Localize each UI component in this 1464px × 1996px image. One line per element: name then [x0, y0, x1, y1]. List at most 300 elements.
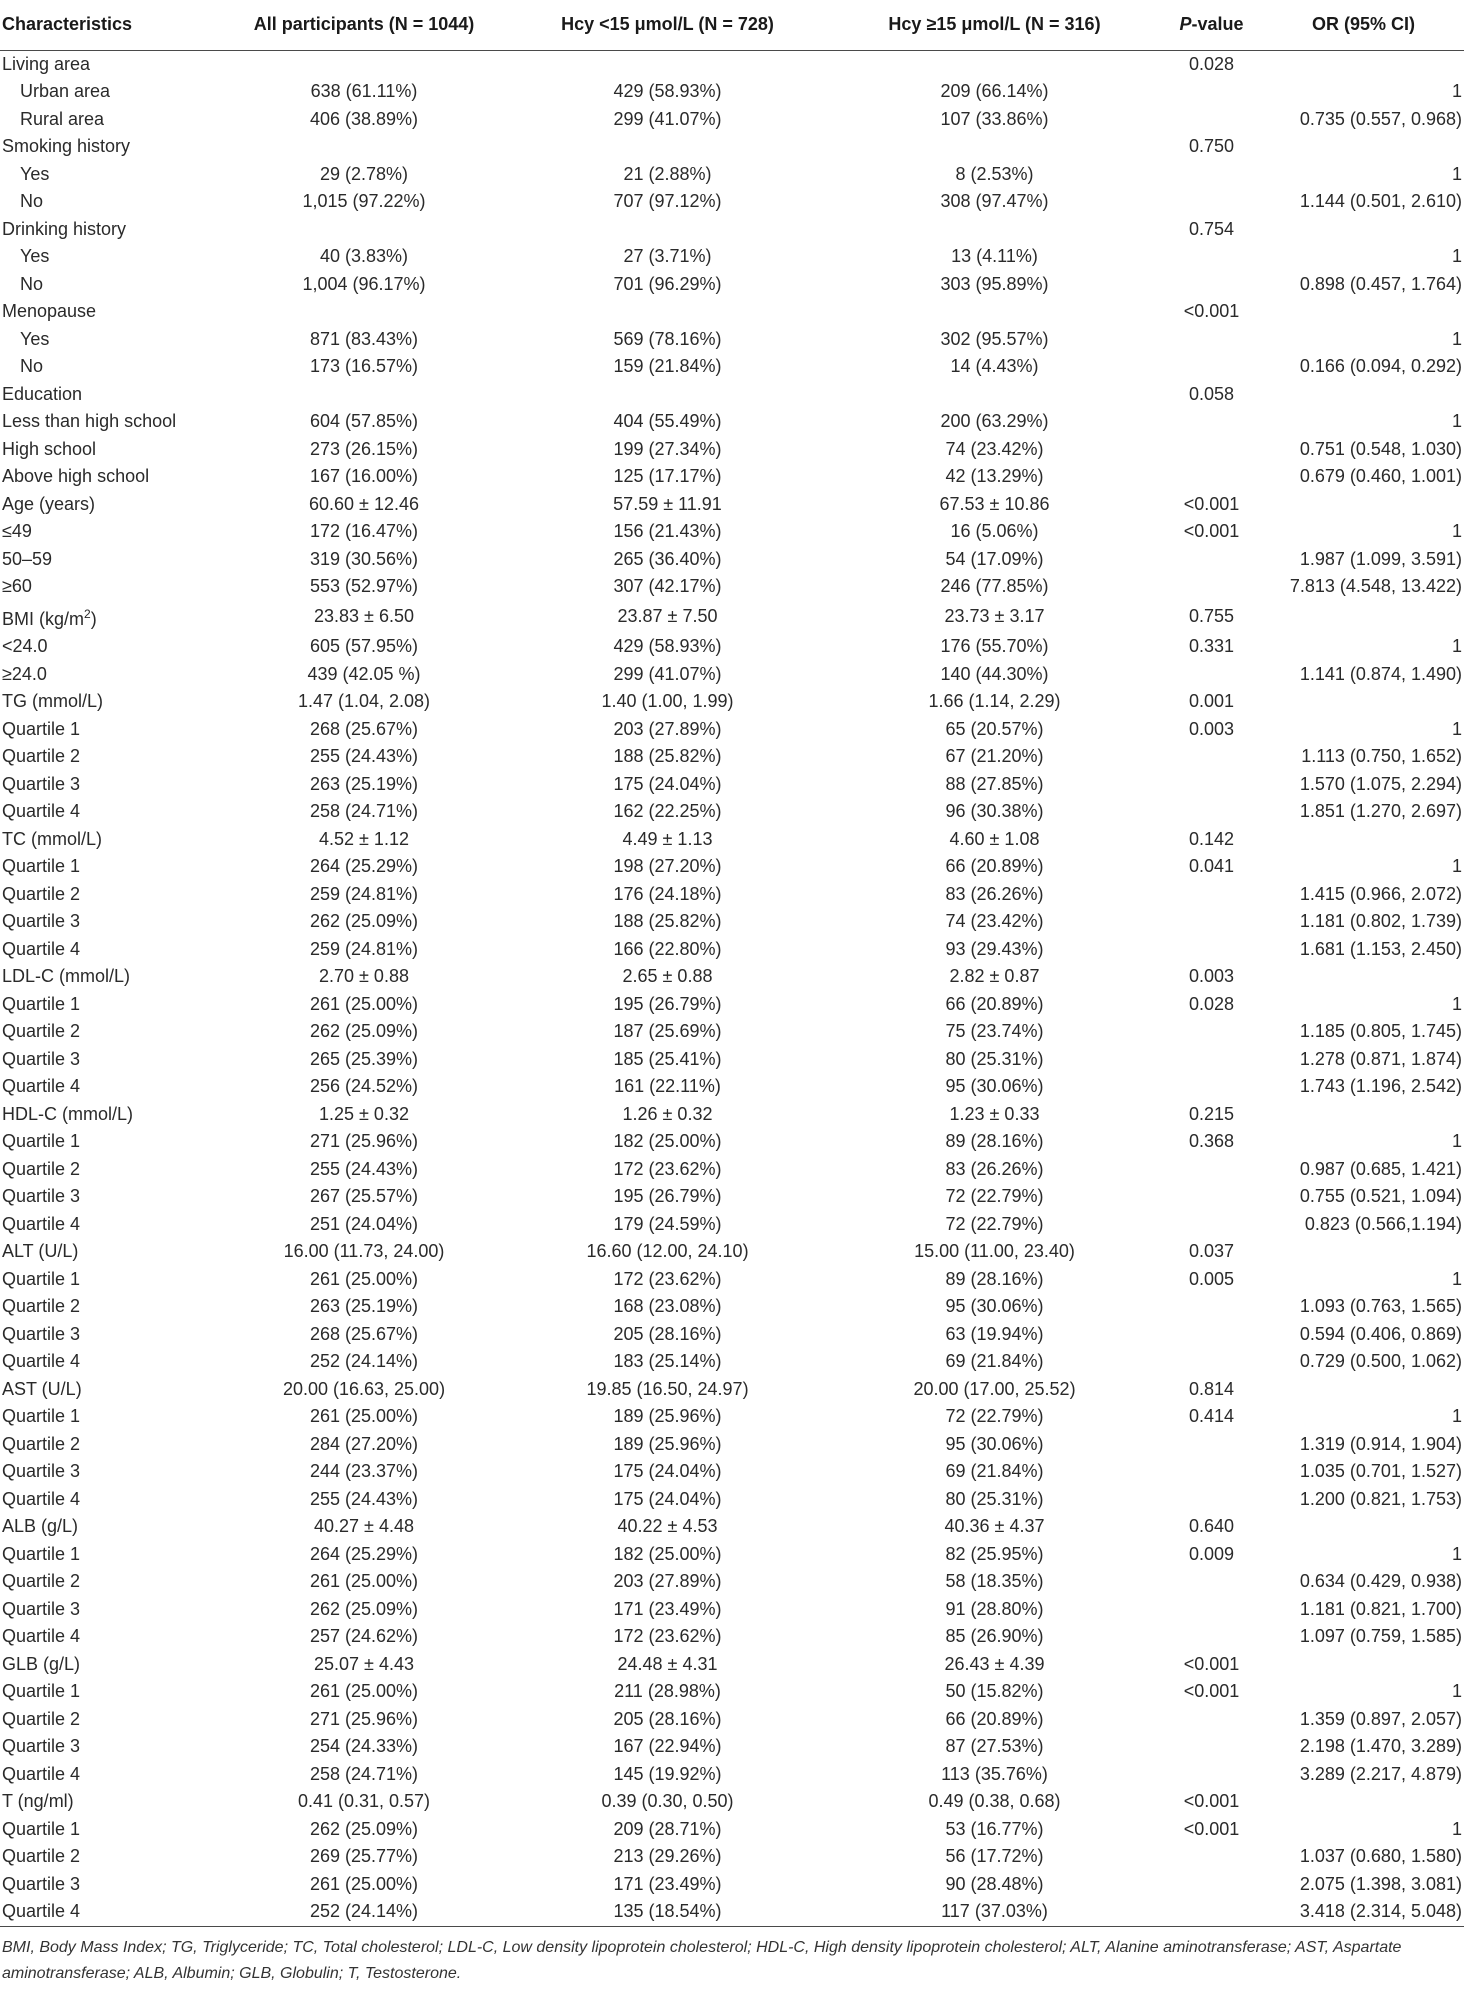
cell-p-value [1158, 1018, 1265, 1046]
cell-characteristic: <24.0 [2, 636, 48, 656]
cell-all-participants: 265 (25.39%) [309, 1048, 419, 1069]
cell-characteristic: Age (years) [2, 493, 96, 514]
cell-odds-ratio: 1 [1451, 328, 1462, 349]
cell-odds-ratio: 1 [1451, 1543, 1462, 1564]
table-row [0, 1871, 1464, 1899]
cell-hcy-at-least-15: 117 (37.03%) [831, 1898, 1158, 1926]
table-row [0, 1018, 1464, 1046]
cell-all-participants: 268 (25.67%) [309, 718, 419, 739]
label-text-end: ) [90, 608, 97, 629]
cell-characteristic: Yes [20, 246, 50, 266]
cell-hcy-below-15 [504, 216, 831, 244]
cell-odds-ratio: 1 [1451, 856, 1462, 876]
table-row [0, 381, 1464, 409]
cell-characteristic: Quartile 4 [2, 1351, 81, 1371]
cell-all-participants: 264 (25.29%) [309, 856, 419, 876]
header-p-italic: P [1179, 14, 1192, 35]
table-row [0, 1596, 1464, 1624]
cell-p-value: <0.001 [1183, 493, 1240, 514]
cell-p-value [1158, 798, 1265, 826]
cell-hcy-below-15: 429 (58.93%) [613, 81, 722, 101]
table-row [0, 1651, 1464, 1679]
table-row [0, 1046, 1464, 1074]
table-row [0, 1238, 1464, 1266]
cell-hcy-below-15: 185 (25.41%) [613, 1048, 722, 1069]
cell-characteristic: Quartile 2 [2, 1021, 81, 1041]
cell-hcy-at-least-15: 88 (27.85%) [945, 773, 1044, 794]
cell-hcy-below-15: 162 (22.25%) [613, 801, 722, 821]
header-hcy-at-least-15: Hcy ≥15 μmol/L (N = 316) [831, 0, 1158, 50]
cell-characteristic: LDL-C (mmol/L) [2, 966, 131, 986]
cell-characteristic: Drinking history [2, 218, 127, 239]
cell-p-value [1158, 78, 1265, 106]
cell-all-participants: 319 (30.56%) [309, 548, 419, 569]
cell-characteristic: GLB (g/L) [2, 1653, 81, 1674]
table-row [0, 243, 1464, 271]
cell-characteristic: Quartile 4 [2, 1213, 81, 1234]
cell-odds-ratio [1265, 1238, 1464, 1266]
cell-characteristic: Quartile 1 [2, 1406, 81, 1426]
cell-p-value: 0.414 [1188, 1406, 1235, 1426]
cell-hcy-at-least-15: 303 (95.89%) [940, 273, 1049, 294]
cell-hcy-at-least-15: 2.82 ± 0.87 [949, 966, 1040, 986]
cell-characteristic: Quartile 3 [2, 1873, 81, 1894]
cell-all-participants: 439 (42.05 %) [307, 663, 421, 684]
cell-hcy-at-least-15: 95 (30.06%) [945, 1296, 1044, 1316]
cell-all-participants: 261 (25.00%) [309, 1406, 419, 1426]
cell-hcy-at-least-15: 66 (20.89%) [945, 993, 1044, 1014]
cell-p-value: 0.754 [1188, 218, 1235, 239]
cell-p-value [1158, 243, 1265, 271]
cell-p-value [1158, 161, 1265, 189]
header-odds-ratio: OR (95% CI) [1265, 0, 1464, 50]
cell-characteristic: Smoking history [2, 136, 131, 156]
cell-hcy-at-least-15: 89 (28.16%) [945, 1131, 1044, 1151]
cell-p-value: 0.037 [1188, 1241, 1235, 1261]
table-row [0, 546, 1464, 574]
cell-odds-ratio: 1 [1451, 163, 1462, 184]
cell-hcy-below-15: 57.59 ± 11.91 [613, 493, 722, 514]
cell-all-participants: 172 (16.47%) [309, 521, 419, 541]
cell-odds-ratio [1265, 826, 1464, 854]
cell-p-value: 0.041 [1188, 856, 1235, 876]
cell-characteristic: Quartile 1 [2, 1268, 81, 1289]
cell-hcy-at-least-15: 83 (26.26%) [945, 883, 1044, 904]
table-row [0, 298, 1464, 326]
cell-p-value: 0.142 [1188, 828, 1235, 849]
cell-hcy-at-least-15: 1.66 (1.14, 2.29) [928, 691, 1061, 711]
table-footnote: BMI, Body Mass Index; TG, Triglyceride; TC, Total cholesterol; LDL-C, Low density lipoprotein cholesterol; HDL-C, High density lipoprotein cholesterol; ALT, Alanine aminotransferase; AST, Aspartate aminotransferase; ALB, Albumin; GLB, Globulin; T, Testosterone. [2, 1938, 1402, 1982]
cell-p-value [1158, 1458, 1265, 1486]
cell-hcy-at-least-15 [831, 298, 1158, 326]
cell-p-value [1158, 771, 1265, 799]
cell-all-participants: 605 (57.95%) [309, 636, 419, 656]
cell-hcy-at-least-15: 176 (55.70%) [940, 636, 1049, 656]
cell-hcy-at-least-15: 302 (95.57%) [940, 328, 1049, 349]
table-row [0, 1678, 1464, 1706]
cell-hcy-below-15: 167 (22.94%) [613, 1736, 722, 1756]
cell-odds-ratio [1265, 1513, 1464, 1541]
table-row [0, 1211, 1464, 1239]
cell-all-participants: 262 (25.09%) [309, 1021, 419, 1041]
cell-p-value: 0.755 [1188, 606, 1235, 626]
cell-hcy-below-15: 27 (3.71%) [623, 246, 712, 266]
cell-all-participants: 252 (24.14%) [309, 1351, 419, 1371]
cell-odds-ratio: 1 [1451, 1268, 1462, 1289]
cell-hcy-at-least-15: 65 (20.57%) [945, 718, 1044, 739]
cell-p-value [1158, 936, 1265, 964]
cell-hcy-below-15: 2.65 ± 0.88 [622, 966, 713, 986]
header-all-participants: All participants (N = 1044) [224, 0, 504, 50]
header-p-value [1158, 0, 1265, 50]
cell-hcy-at-least-15 [831, 216, 1158, 244]
cell-p-value [1158, 1871, 1265, 1899]
cell-characteristic: Quartile 3 [2, 773, 81, 794]
table-row [0, 216, 1464, 244]
cell-p-value [1158, 463, 1265, 491]
cell-characteristic: ≥24.0 [2, 663, 47, 684]
cell-hcy-at-least-15: 91 (28.80%) [945, 1598, 1044, 1619]
cell-p-value [1158, 1431, 1265, 1459]
table-row [0, 936, 1464, 964]
cell-odds-ratio [1265, 298, 1464, 326]
cell-odds-ratio [1265, 50, 1464, 78]
cell-p-value [1158, 1183, 1265, 1211]
table-row [0, 353, 1464, 381]
cell-hcy-at-least-15: 85 (26.90%) [945, 1626, 1044, 1646]
cell-all-participants: 173 (16.57%) [309, 356, 419, 376]
cell-odds-ratio: 1 [1451, 718, 1462, 739]
cell-hcy-at-least-15: 66 (20.89%) [945, 856, 1044, 876]
cell-hcy-at-least-15: 72 (22.79%) [945, 1213, 1044, 1234]
cell-p-value [1158, 1898, 1265, 1926]
cell-hcy-at-least-15: 96 (30.38%) [945, 801, 1044, 821]
table-row [0, 408, 1464, 436]
table-row [0, 881, 1464, 909]
cell-odds-ratio: 1 [1451, 993, 1462, 1014]
cell-hcy-below-15: 205 (28.16%) [613, 1323, 722, 1344]
cell-characteristic: AST (U/L) [2, 1378, 82, 1399]
cell-odds-ratio: 1 [1451, 411, 1462, 431]
cell-hcy-below-15: 429 (58.93%) [613, 636, 722, 656]
table-row [0, 573, 1464, 601]
cell-characteristic: No [20, 191, 44, 211]
cell-p-value: 0.028 [1188, 993, 1235, 1014]
cell-all-participants: 284 (27.20%) [309, 1433, 419, 1454]
cell-p-value [1158, 1843, 1265, 1871]
cell-odds-ratio: 0.679 (0.460, 1.001) [1299, 466, 1462, 486]
cell-hcy-below-15: 195 (26.79%) [613, 993, 722, 1014]
cell-p-value [1158, 1211, 1265, 1239]
cell-all-participants: 263 (25.19%) [309, 773, 419, 794]
cell-odds-ratio: 1.144 (0.501, 2.610) [1299, 191, 1462, 211]
cell-hcy-below-15: 21 (2.88%) [623, 163, 712, 184]
cell-characteristic: High school [2, 438, 97, 459]
cell-characteristic: Quartile 4 [2, 938, 81, 959]
cell-characteristic: Quartile 3 [2, 1736, 81, 1756]
table-row [0, 491, 1464, 519]
cell-hcy-below-15 [504, 298, 831, 326]
label-superscript: 2 [84, 606, 91, 621]
cell-all-participants: 267 (25.57%) [309, 1186, 419, 1206]
cell-characteristic: Menopause [2, 301, 97, 321]
table-row [0, 1128, 1464, 1156]
cell-characteristic: Quartile 3 [2, 1048, 81, 1069]
table-row [0, 1816, 1464, 1844]
cell-characteristic [0, 601, 224, 634]
cell-all-participants [224, 298, 504, 326]
table-row [0, 161, 1464, 189]
cell-hcy-at-least-15: 40.36 ± 4.37 [944, 1516, 1045, 1536]
cell-characteristic: T (ng/ml) [2, 1791, 74, 1811]
cell-p-value [1158, 1046, 1265, 1074]
cell-odds-ratio: 1 [1451, 81, 1462, 101]
table-row [0, 1706, 1464, 1734]
cell-all-participants: 40 (3.83%) [319, 246, 409, 266]
cell-p-value: 0.331 [1188, 636, 1235, 656]
cell-p-value [1158, 1156, 1265, 1184]
cell-hcy-at-least-15: 50 (15.82%) [945, 1681, 1044, 1701]
table-row [0, 716, 1464, 744]
cell-p-value [1158, 1761, 1265, 1789]
cell-hcy-at-least-15 [831, 381, 1158, 409]
cell-hcy-below-15: 172 (23.62%) [613, 1268, 722, 1289]
cell-hcy-below-15: 299 (41.07%) [613, 663, 722, 684]
cell-all-participants: 261 (25.00%) [309, 1268, 419, 1289]
cell-all-participants: 244 (23.37%) [309, 1461, 419, 1481]
cell-p-value: <0.001 [1183, 521, 1240, 541]
header-hcy-below-15: Hcy <15 μmol/L (N = 728) [504, 0, 831, 50]
cell-hcy-below-15: 159 (21.84%) [613, 356, 722, 376]
cell-odds-ratio [1265, 491, 1464, 519]
table-row [0, 743, 1464, 771]
cell-odds-ratio: 1 [1451, 1681, 1462, 1701]
table-row [0, 1073, 1464, 1101]
table-row [0, 1431, 1464, 1459]
cell-all-participants: 1,015 (97.22%) [302, 191, 426, 211]
cell-hcy-below-15: 188 (25.82%) [613, 911, 722, 931]
cell-characteristic: Living area [2, 53, 91, 74]
cell-all-participants: 60.60 ± 12.46 [309, 493, 419, 514]
cell-odds-ratio: 1 [1451, 636, 1462, 656]
cell-characteristic: Quartile 2 [2, 1296, 81, 1316]
cell-hcy-at-least-15: 42 (13.29%) [945, 466, 1044, 486]
cell-p-value: 0.215 [1188, 1103, 1235, 1124]
cell-p-value [1158, 436, 1265, 464]
cell-all-participants: 262 (25.09%) [309, 1598, 419, 1619]
cell-all-participants: 4.52 ± 1.12 [319, 828, 409, 849]
cell-p-value [1158, 908, 1265, 936]
cell-hcy-below-15: 265 (36.40%) [613, 548, 722, 569]
cell-odds-ratio: 1.093 (0.763, 1.565) [1299, 1296, 1462, 1316]
cell-odds-ratio [1265, 688, 1464, 716]
cell-characteristic: No [20, 356, 44, 376]
cell-characteristic: ALT (U/L) [2, 1241, 79, 1261]
table-row [0, 463, 1464, 491]
cell-hcy-below-15: 161 (22.11%) [614, 1076, 721, 1096]
cell-characteristic: HDL-C (mmol/L) [2, 1103, 134, 1124]
cell-hcy-at-least-15: 1.23 ± 0.33 [949, 1103, 1040, 1124]
cell-all-participants: 261 (25.00%) [309, 1873, 419, 1894]
cell-hcy-at-least-15: 15.00 (11.00, 23.40) [914, 1241, 1075, 1261]
cell-hcy-at-least-15: 74 (23.42%) [945, 438, 1044, 459]
cell-p-value: 0.028 [1188, 53, 1235, 74]
cell-p-value: 0.368 [1188, 1131, 1235, 1151]
cell-odds-ratio: 0.751 (0.548, 1.030) [1299, 438, 1462, 459]
cell-hcy-at-least-15: 69 (21.84%) [945, 1461, 1044, 1481]
cell-hcy-at-least-15: 75 (23.74%) [945, 1021, 1044, 1041]
table-row [0, 1183, 1464, 1211]
cell-all-participants: 261 (25.00%) [309, 1571, 419, 1591]
cell-all-participants: 258 (24.71%) [309, 1763, 419, 1784]
cell-characteristic: Quartile 1 [2, 1681, 81, 1701]
cell-all-participants: 40.27 ± 4.48 [314, 1516, 414, 1536]
cell-odds-ratio: 0.898 (0.457, 1.764) [1299, 273, 1462, 294]
cell-hcy-at-least-15: 63 (19.94%) [945, 1323, 1044, 1344]
cell-characteristic: Quartile 4 [2, 1626, 81, 1646]
cell-characteristic: ALB (g/L) [2, 1516, 79, 1536]
label-text: BMI (kg/m [2, 608, 85, 629]
table-row [0, 688, 1464, 716]
cell-p-value: 0.005 [1188, 1268, 1235, 1289]
cell-hcy-below-15: 175 (24.04%) [613, 1488, 722, 1509]
table-body [0, 50, 1464, 1926]
cell-all-participants: 25.07 ± 4.43 [314, 1653, 414, 1674]
table-row [0, 436, 1464, 464]
cell-all-participants: 167 (16.00%) [309, 466, 419, 486]
cell-odds-ratio: 2.075 (1.398, 3.081) [1299, 1873, 1462, 1894]
table-row [0, 326, 1464, 354]
table-row [0, 518, 1464, 546]
cell-p-value: 0.001 [1188, 691, 1235, 711]
cell-p-value [1158, 271, 1265, 299]
cell-hcy-below-15: 701 (96.29%) [613, 273, 722, 294]
cell-odds-ratio: 1 [1451, 246, 1462, 266]
cell-hcy-at-least-15: 72 (22.79%) [945, 1186, 1044, 1206]
cell-hcy-below-15: 195 (26.79%) [613, 1186, 722, 1206]
cell-all-participants: 268 (25.67%) [309, 1323, 419, 1344]
cell-odds-ratio: 1.319 (0.914, 1.904) [1299, 1433, 1462, 1454]
cell-characteristic: Above high school [2, 466, 150, 486]
cell-hcy-at-least-15: 80 (25.31%) [945, 1048, 1044, 1069]
cell-hcy-at-least-15: 95 (30.06%) [945, 1076, 1044, 1096]
table-row [0, 853, 1464, 881]
table-row [0, 908, 1464, 936]
cell-all-participants [224, 216, 504, 244]
cell-p-value: 0.009 [1188, 1543, 1235, 1564]
table-row [0, 1541, 1464, 1569]
table-row [0, 1788, 1464, 1816]
cell-odds-ratio: 1.570 (1.075, 2.294) [1299, 773, 1462, 794]
cell-characteristic: Quartile 1 [2, 993, 81, 1014]
cell-hcy-at-least-15: 56 (17.72%) [945, 1846, 1044, 1866]
cell-characteristic: Quartile 2 [2, 883, 81, 904]
cell-hcy-at-least-15: 74 (23.42%) [945, 911, 1044, 931]
cell-hcy-below-15: 175 (24.04%) [613, 1461, 722, 1481]
cell-odds-ratio: 1.181 (0.821, 1.700) [1299, 1598, 1462, 1619]
cell-odds-ratio: 1.181 (0.802, 1.739) [1299, 911, 1462, 931]
cell-p-value [1158, 1486, 1265, 1514]
cell-odds-ratio: 3.289 (2.217, 4.879) [1299, 1763, 1462, 1784]
cell-p-value [1158, 1733, 1265, 1761]
cell-odds-ratio [1265, 963, 1464, 991]
cell-hcy-below-15: 189 (25.96%) [613, 1406, 722, 1426]
cell-characteristic: ≥60 [2, 576, 32, 596]
cell-all-participants: 273 (26.15%) [309, 438, 419, 459]
cell-odds-ratio: 1.037 (0.680, 1.580) [1299, 1846, 1462, 1866]
cell-characteristic: Quartile 2 [2, 746, 81, 766]
cell-odds-ratio [1265, 1101, 1464, 1129]
cell-all-participants: 263 (25.19%) [309, 1296, 419, 1316]
cell-hcy-at-least-15: 93 (29.43%) [945, 938, 1044, 959]
cell-all-participants: 23.83 ± 6.50 [314, 606, 414, 626]
cell-p-value [1158, 1568, 1265, 1596]
cell-all-participants [224, 50, 504, 78]
cell-hcy-at-least-15: 0.49 (0.38, 0.68) [928, 1791, 1061, 1811]
cell-p-value: <0.001 [1183, 1791, 1240, 1811]
cell-hcy-below-15: 125 (17.17%) [613, 466, 722, 486]
cell-p-value: 0.750 [1188, 136, 1235, 156]
cell-characteristic: Education [2, 383, 83, 404]
cell-all-participants: 255 (24.43%) [309, 746, 419, 766]
header-characteristics: Characteristics [0, 0, 224, 50]
cell-all-participants: 20.00 (16.63, 25.00) [282, 1378, 446, 1399]
cell-odds-ratio [1265, 133, 1464, 161]
cell-hcy-below-15: 171 (23.49%) [613, 1598, 722, 1619]
cell-hcy-below-15: 16.60 (12.00, 24.10) [586, 1241, 749, 1261]
cell-hcy-below-15: 40.22 ± 4.53 [617, 1516, 718, 1536]
cell-odds-ratio: 1 [1451, 1131, 1462, 1151]
cell-characteristic: 50–59 [2, 548, 53, 569]
cell-odds-ratio [1265, 381, 1464, 409]
cell-characteristic: Quartile 3 [2, 1186, 81, 1206]
cell-hcy-at-least-15: 80 (25.31%) [945, 1488, 1044, 1509]
cell-odds-ratio: 1.743 (1.196, 2.542) [1299, 1076, 1462, 1096]
cell-characteristic: Quartile 3 [2, 1323, 81, 1344]
table-row [0, 661, 1464, 689]
cell-all-participants: 29 (2.78%) [319, 163, 409, 184]
cell-all-participants: 0.41 (0.31, 0.57) [297, 1791, 431, 1811]
table-row [0, 771, 1464, 799]
cell-hcy-at-least-15: 69 (21.84%) [945, 1351, 1044, 1371]
cell-all-participants: 271 (25.96%) [309, 1708, 419, 1729]
table-row [0, 1761, 1464, 1789]
cell-hcy-at-least-15: 89 (28.16%) [945, 1268, 1044, 1289]
table-row [0, 50, 1464, 78]
cell-hcy-below-15: 187 (25.69%) [613, 1021, 722, 1041]
cell-all-participants: 256 (24.52%) [309, 1076, 419, 1096]
cell-all-participants: 258 (24.71%) [309, 801, 419, 821]
cell-all-participants: 553 (52.97%) [309, 576, 419, 596]
cell-all-participants: 269 (25.77%) [309, 1846, 419, 1866]
table-row [0, 826, 1464, 854]
cell-odds-ratio [1265, 601, 1464, 634]
table-row [0, 106, 1464, 134]
table-row [0, 1293, 1464, 1321]
cell-hcy-at-least-15: 20.00 (17.00, 25.52) [913, 1378, 1076, 1399]
cell-characteristic: ≤49 [2, 521, 32, 541]
cell-hcy-below-15: 299 (41.07%) [613, 108, 722, 129]
table-row [0, 963, 1464, 991]
cell-p-value: <0.001 [1183, 1681, 1240, 1701]
table-row [0, 633, 1464, 661]
cell-hcy-at-least-15: 209 (66.14%) [940, 81, 1049, 101]
cell-all-participants: 604 (57.85%) [309, 411, 419, 431]
cell-hcy-at-least-15: 200 (63.29%) [940, 411, 1049, 431]
cell-p-value [1158, 573, 1265, 601]
table-row [0, 1623, 1464, 1651]
cell-hcy-below-15: 707 (97.12%) [613, 191, 722, 211]
